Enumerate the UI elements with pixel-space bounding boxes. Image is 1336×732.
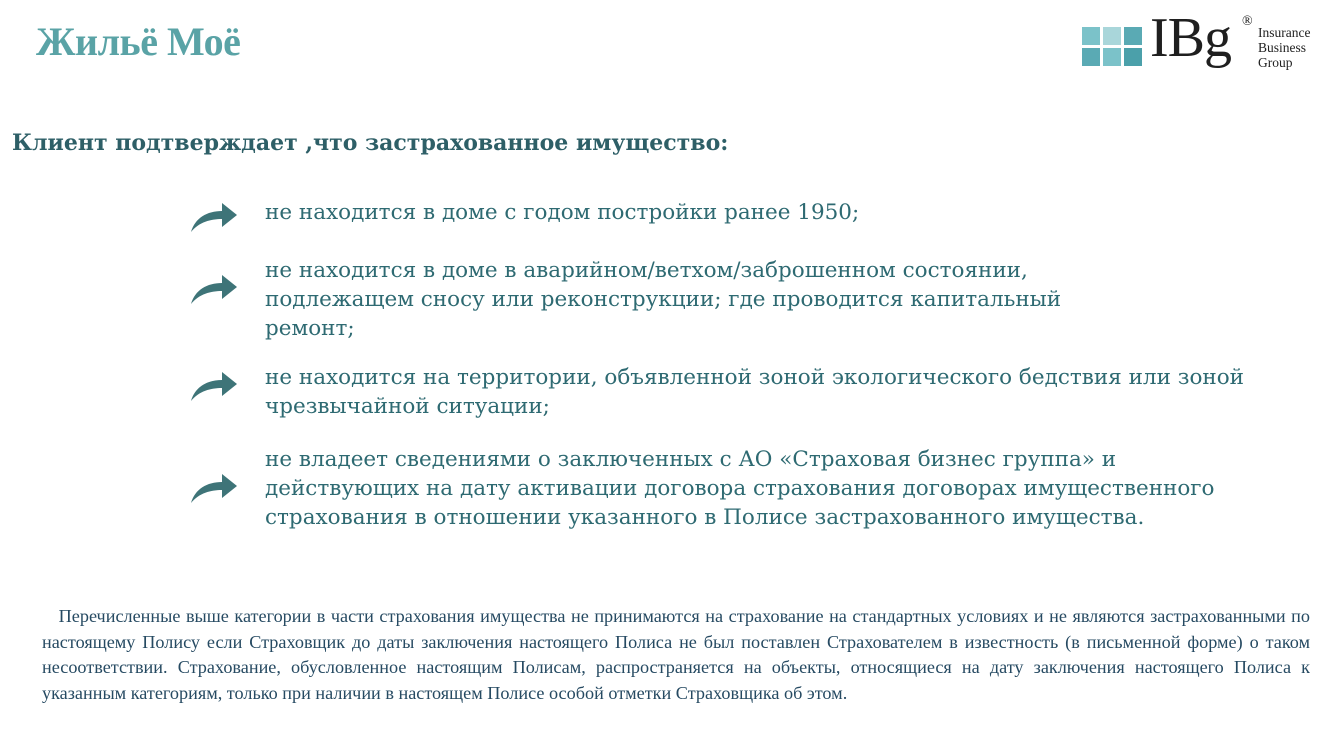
- list-item-text: [265, 445, 1335, 532]
- registered-mark: ®: [1242, 14, 1253, 29]
- curved-arrow-icon: [189, 367, 239, 403]
- list-item-line: действующих на дату активации договора страхования договорах имущественного: [265, 476, 1215, 501]
- logo-tile: [1103, 27, 1121, 45]
- logo-tile: [1082, 27, 1100, 45]
- curved-arrow-icon: [189, 198, 239, 234]
- logo-letters: IBg: [1150, 7, 1231, 69]
- list-item-line: не находится в доме в аварийном/ветхом/заброшенном состоянии,: [265, 258, 1028, 283]
- logo-tile: [1124, 27, 1142, 45]
- list-item-text: [265, 363, 1335, 421]
- brand-title: Жильё Моё: [36, 19, 241, 64]
- list-item-line: подлежащем сносу или реконструкции; где проводится капитальный: [265, 287, 1062, 312]
- list-item-text: [265, 256, 1335, 343]
- footnote-text: Перечисленные выше категории в части страхования имущества не принимаются на страхование на стандартных условиях и не являются застрахованными по настоящему Полису если Страховщик до даты заключения настоящего Полиса не был поставлен Страхователем в известность (в письменной форме) о таком несоответствии. Страхование, обусловленное настоящим Полисам, распространяется на объекты, относящиеся на дату заключения настоящего Полиса к указанным категориям, только при наличии в настоящем Полисе особой отметки Страховщика об этом.: [42, 606, 1311, 703]
- logo-caption-line: Insurance: [1258, 25, 1311, 40]
- list-item-line: не находится на территории, объявленной зоной экологического бедствия или зоной: [265, 365, 1245, 390]
- logo-tile: [1124, 48, 1142, 66]
- logo-caption-line: Group: [1258, 55, 1293, 70]
- list-item-line: страхования в отношении указанного в Полисе застрахованного имущества.: [265, 505, 1145, 530]
- section-heading: Клиент подтверждает ,что застрахованное имущество:: [12, 130, 729, 156]
- list-item-line: ремонт;: [265, 316, 355, 341]
- curved-arrow-icon: [189, 270, 239, 306]
- list-item-line: чрезвычайной ситуации;: [265, 394, 550, 419]
- logo-tiles: [1082, 27, 1142, 66]
- logo-tile: [1103, 48, 1121, 66]
- list-item-line: не находится в доме с годом постройки ранее 1950;: [265, 200, 860, 225]
- footnote-paragraph: [42, 604, 1310, 706]
- list-item-text: [265, 198, 1335, 227]
- logo-tile: [1082, 48, 1100, 66]
- list-item-line: не владеет сведениями о заключенных с АО «Страховая бизнес группа» и: [265, 447, 1117, 472]
- logo-caption: [1258, 25, 1310, 70]
- logo-caption-line: Business: [1258, 40, 1307, 55]
- curved-arrow-icon: [189, 469, 239, 505]
- ibg-logo: [1082, 7, 1327, 86]
